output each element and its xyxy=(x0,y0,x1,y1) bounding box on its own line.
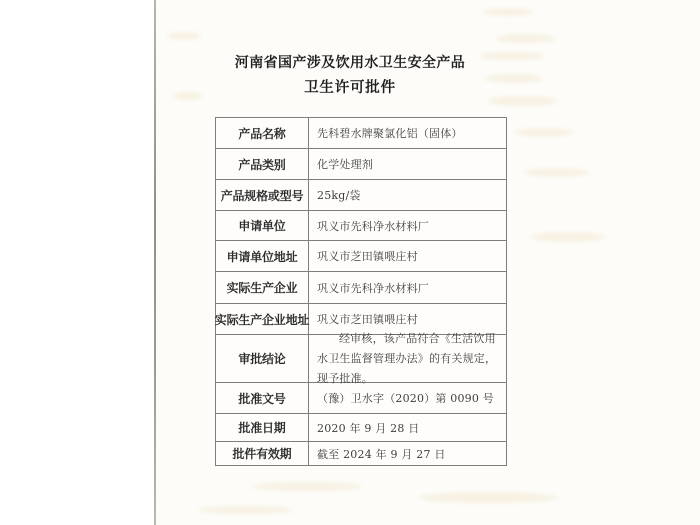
table-row-product-spec xyxy=(216,180,506,211)
scan-artifact xyxy=(482,8,534,16)
document-title xyxy=(0,51,700,99)
scan-artifact xyxy=(167,32,201,40)
table-row-product-category xyxy=(216,149,506,180)
scan-artifact xyxy=(515,128,573,137)
row-value: 经审核，该产品符合《生活饮用水卫生监督管理办法》的有关规定，现予批准。 xyxy=(317,331,497,385)
row-label: 批准文号 xyxy=(216,383,309,413)
table-row-manufacturer xyxy=(216,272,506,304)
row-value: 巩义市先科净水材料厂 xyxy=(317,219,429,233)
row-value: 25kg/袋 xyxy=(317,189,361,202)
row-value: 巩义市先科净水材料厂 xyxy=(317,281,429,295)
row-label: 批件有效期 xyxy=(216,442,309,465)
row-label: 实际生产企业 xyxy=(216,272,309,303)
row-value: 巩义市芝田镇喂庄村 xyxy=(317,250,418,263)
title-line-1: 河南省国产涉及饮用水卫生安全产品 xyxy=(234,55,466,71)
license-table xyxy=(215,117,507,466)
scan-artifact xyxy=(496,34,556,43)
title-line-2: 卫生许可批件 xyxy=(304,79,396,96)
row-value: 先科碧水牌聚氯化铝（固体） xyxy=(317,127,463,140)
row-label: 产品名称 xyxy=(216,118,309,148)
row-label: 申请单位 xyxy=(216,211,309,240)
scan-artifact xyxy=(524,168,590,177)
table-row-applicant xyxy=(216,211,506,241)
table-row-applicant-address xyxy=(216,241,506,272)
row-value: 2020 年 9 月 28 日 xyxy=(317,421,420,435)
table-row-approval-conclusion xyxy=(216,331,506,385)
scan-artifact xyxy=(531,232,605,242)
row-label: 实际生产企业地址 xyxy=(216,304,309,334)
row-value: 化学处理剂 xyxy=(317,158,373,171)
row-label: 产品规格或型号 xyxy=(216,180,309,210)
table-row-approval-date xyxy=(216,414,506,442)
row-value: （豫）卫水字（2020）第 0090 号 xyxy=(317,392,494,405)
table-row-approval-number xyxy=(216,383,506,414)
table-row-validity-period xyxy=(216,442,506,465)
table-row-product-name xyxy=(216,118,506,149)
row-label: 产品类别 xyxy=(216,149,309,179)
scan-artifact xyxy=(252,482,362,491)
row-label: 批准日期 xyxy=(216,414,309,441)
row-label: 审批结论 xyxy=(216,335,309,382)
scan-artifact xyxy=(198,506,294,514)
row-label: 申请单位地址 xyxy=(216,241,309,271)
scan-artifact xyxy=(418,492,558,503)
row-value: 巩义市芝田镇喂庄村 xyxy=(317,313,418,326)
row-value: 截至 2024 年 9 月 27 日 xyxy=(317,447,446,461)
